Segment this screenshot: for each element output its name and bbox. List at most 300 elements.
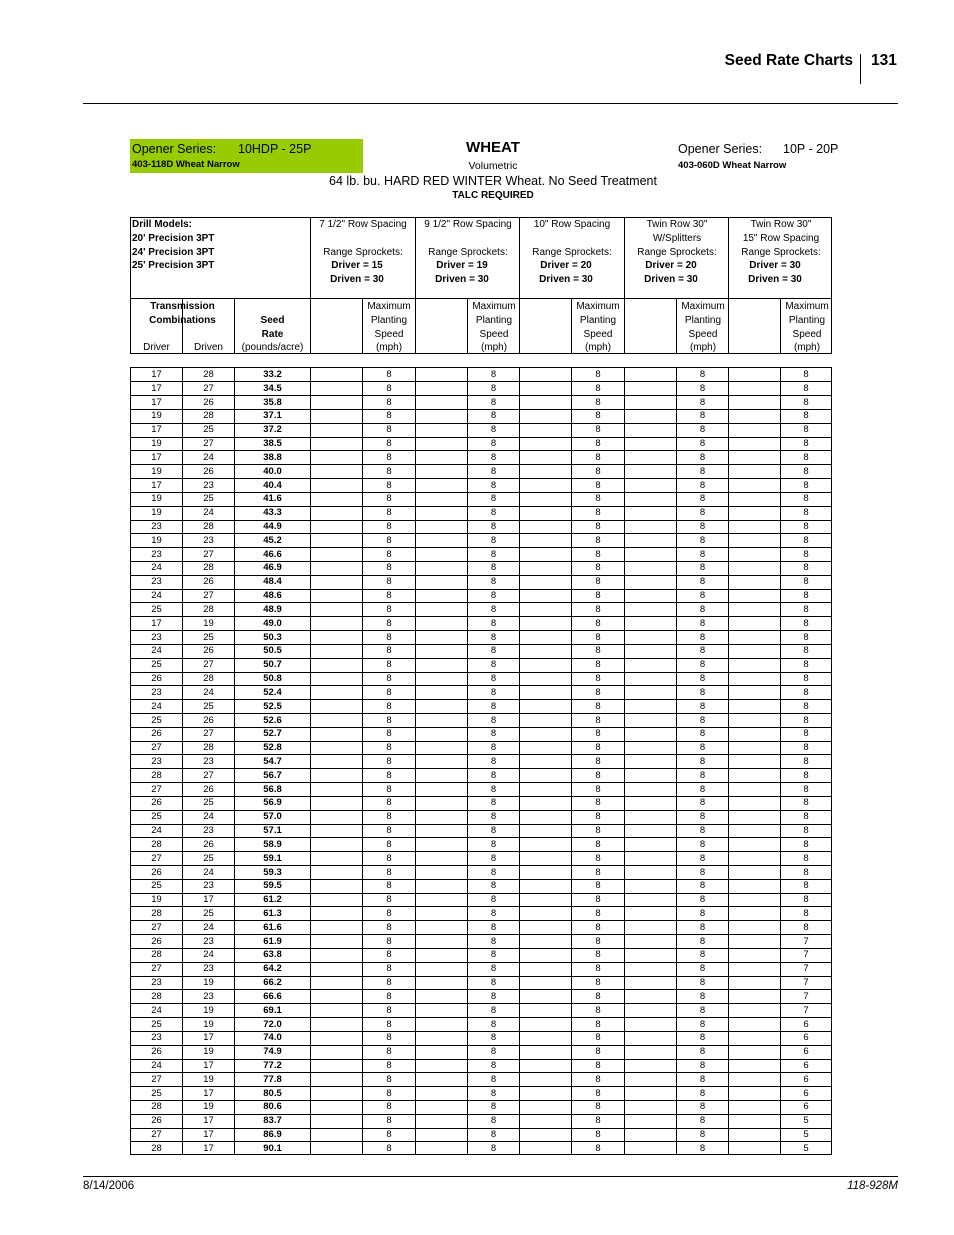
speed-cell: 8	[595, 728, 601, 740]
seed-rate-cell: 48.6	[263, 590, 282, 602]
table-row	[131, 700, 831, 714]
speed-cell: 6	[803, 1032, 809, 1044]
driver-cell: 23	[151, 521, 162, 533]
speed-cell: 8	[490, 507, 497, 519]
speed-cell: 8	[490, 1129, 497, 1141]
speed-cell: 8	[490, 921, 497, 933]
combinations-header: Combinations	[149, 315, 216, 326]
speed-cell: 8	[490, 451, 497, 463]
speed-cell: 8	[386, 1060, 392, 1071]
seed-rate-cell: 66.6	[263, 990, 282, 1002]
seed-rate-cell: 46.6	[263, 548, 282, 560]
header-rule	[83, 103, 898, 104]
speed-cell: 8	[595, 493, 601, 505]
speed-cell: 8	[490, 562, 497, 574]
seed-rate-cell: 61.6	[263, 921, 282, 933]
driven-cell: 23	[203, 935, 214, 947]
speed-cell: 8	[803, 907, 809, 919]
opener-part: 403-060D Wheat Narrow	[678, 160, 787, 171]
seed-rate-cell: 35.8	[263, 396, 282, 408]
speed-cell: 8	[595, 1115, 601, 1127]
speed-cell: 8	[490, 949, 497, 961]
driver-cell: 25	[151, 1087, 162, 1099]
driver-cell: 23	[151, 1032, 162, 1044]
speed-cell: 8	[595, 1087, 601, 1099]
speed-cell: 8	[595, 935, 601, 947]
driver-cell: 17	[151, 424, 162, 436]
speed-cell: 8	[386, 673, 392, 685]
speed-cell: 8	[386, 894, 392, 906]
seed-rate-cell: 54.7	[263, 755, 282, 767]
speed-cell: 8	[595, 797, 601, 809]
speed-cell: 8	[595, 534, 601, 546]
speed-cell: 8	[490, 493, 497, 505]
max-speed-header: (mph)	[480, 342, 508, 354]
speed-cell: 8	[386, 451, 392, 463]
speed-cell: 8	[699, 1046, 706, 1058]
driver-cell: 28	[151, 769, 162, 781]
speed-cell: 8	[490, 369, 497, 380]
driver-cell: 24	[151, 1060, 162, 1071]
driven-cell: 17	[203, 1087, 214, 1099]
seed-rate-cell: 63.8	[263, 949, 282, 961]
driver-cell: 27	[151, 742, 162, 754]
max-speed-header: Planting	[370, 314, 408, 326]
driven-cell: 28	[203, 369, 214, 380]
driver-cell: 25	[151, 714, 162, 726]
driven-cell: 23	[203, 880, 214, 892]
table-row	[131, 548, 831, 562]
driver-cell: 25	[151, 603, 162, 615]
max-speed-header: Speed	[583, 328, 613, 340]
driven-cell: 25	[203, 424, 214, 436]
speed-cell: 8	[699, 659, 706, 671]
speed-cell: 8	[699, 521, 706, 533]
driver-cell: 19	[151, 507, 162, 519]
driven-header: Driven	[194, 342, 223, 353]
range-sprockets-label: Range Sprockets:	[428, 246, 508, 258]
spacing-subheader: W/Splitters	[652, 232, 702, 244]
seed-rate-cell: 56.9	[263, 797, 282, 809]
speed-cell: 8	[386, 728, 392, 740]
speed-cell: 8	[386, 866, 392, 878]
table-row	[131, 686, 831, 700]
seed-rate-cell: 52.7	[263, 728, 282, 740]
speed-cell: 8	[699, 949, 706, 961]
driver-cell: 27	[151, 921, 162, 933]
table-row	[131, 575, 831, 589]
driver-header: Driver	[143, 342, 170, 353]
speed-cell: 8	[699, 410, 706, 422]
seed-rate-cell: 52.4	[263, 686, 282, 698]
seed-rate-cell: 69.1	[263, 1004, 282, 1016]
speed-cell: 8	[386, 617, 392, 629]
driven-cell: 28	[203, 603, 214, 615]
speed-cell: 8	[386, 534, 392, 546]
driver-cell: 17	[151, 479, 162, 491]
speed-cell: 8	[490, 714, 497, 726]
speed-cell: 6	[803, 1018, 809, 1030]
speed-cell: 8	[386, 410, 392, 422]
speed-cell: 8	[490, 590, 497, 602]
speed-cell: 8	[386, 369, 392, 380]
driven-cell: 26	[203, 396, 214, 408]
speed-cell: 8	[595, 1073, 601, 1085]
driven-cell: 27	[203, 728, 214, 740]
driver-cell: 19	[151, 894, 162, 906]
table-row	[131, 1142, 831, 1156]
opener-value: 10HDP - 25P	[238, 142, 312, 156]
driver-cell: 27	[151, 1073, 162, 1085]
table-row	[131, 866, 831, 880]
speed-cell: 8	[595, 1060, 601, 1071]
speed-cell: 8	[490, 1073, 497, 1085]
driver-cell: 24	[151, 1004, 162, 1016]
driven-cell: 23	[203, 825, 214, 837]
driven-cell: 23	[203, 963, 214, 975]
driver-cell: 27	[151, 852, 162, 864]
speed-cell: 8	[595, 949, 601, 961]
speed-cell: 8	[595, 424, 601, 436]
seed-rate-cell: 58.9	[263, 838, 282, 850]
speed-cell: 8	[699, 534, 706, 546]
speed-cell: 8	[699, 852, 706, 864]
opener-series-right	[678, 142, 878, 171]
metering-method: Volumetric	[468, 160, 518, 172]
driven-cell: 27	[203, 438, 214, 450]
table-row	[131, 672, 831, 686]
speed-cell: 8	[386, 700, 392, 712]
speed-cell: 8	[490, 1115, 497, 1127]
speed-cell: 8	[386, 769, 392, 781]
speed-cell: 8	[386, 686, 392, 698]
driver-cell: 23	[151, 755, 162, 767]
driven-cell: 26	[203, 465, 214, 477]
seed-rate-cell: 52.6	[263, 714, 282, 726]
speed-cell: 8	[595, 479, 601, 491]
seed-rate-table	[130, 367, 832, 1155]
speed-cell: 8	[386, 562, 392, 574]
seed-rate-cell: 56.7	[263, 769, 282, 781]
table-row	[131, 1045, 831, 1059]
speed-cell: 8	[595, 742, 601, 754]
range-sprockets-label: Range Sprockets:	[532, 246, 612, 258]
seed-rate-cell: 80.6	[263, 1101, 282, 1113]
seed-rate-cell: 41.6	[263, 493, 282, 505]
speed-cell: 8	[386, 493, 392, 505]
seed-rate-cell: 90.1	[263, 1142, 282, 1154]
driven-cell: 26	[203, 783, 214, 795]
driven-cell: 24	[203, 811, 214, 823]
speed-cell: 8	[595, 465, 601, 477]
speed-cell: 8	[490, 825, 497, 837]
driven-cell: 26	[203, 714, 214, 726]
speed-cell: 8	[699, 797, 706, 809]
speed-cell: 8	[386, 576, 392, 588]
drill-model: 25' Precision 3PT	[132, 260, 215, 272]
driver-cell: 17	[151, 617, 162, 629]
driver-cell: 26	[151, 728, 162, 740]
opener-value: 10P - 20P	[783, 142, 839, 156]
speed-cell: 8	[699, 990, 706, 1002]
seed-rate-cell: 43.3	[263, 507, 282, 519]
speed-cell: 8	[803, 576, 809, 588]
speed-cell: 8	[386, 424, 392, 436]
speed-cell: 8	[803, 548, 809, 560]
driver-cell: 25	[151, 811, 162, 823]
speed-cell: 8	[595, 451, 601, 463]
speed-cell: 8	[490, 1087, 497, 1099]
seed-rate-cell: 48.9	[263, 603, 282, 615]
speed-cell: 8	[490, 410, 497, 422]
seed-rate-cell: 50.3	[263, 631, 282, 643]
driven-cell: 27	[203, 769, 214, 781]
speed-cell: 8	[490, 838, 497, 850]
speed-cell: 8	[386, 755, 392, 767]
speed-cell: 8	[803, 451, 809, 463]
driver-cell: 19	[151, 465, 162, 477]
speed-cell: 8	[595, 1032, 601, 1044]
speed-cell: 8	[595, 921, 601, 933]
speed-cell: 8	[803, 493, 809, 505]
speed-cell: 8	[803, 603, 809, 615]
driver-cell: 19	[151, 438, 162, 450]
speed-cell: 8	[699, 866, 706, 878]
driver-cell: 27	[151, 1129, 162, 1141]
speed-cell: 7	[803, 935, 809, 947]
seed-rate-cell: 56.8	[263, 783, 282, 795]
speed-cell: 8	[699, 465, 706, 477]
speed-cell: 8	[490, 769, 497, 781]
driven-cell: 24	[203, 451, 214, 463]
driven-cell: 28	[203, 742, 214, 754]
speed-cell: 8	[595, 990, 601, 1002]
speed-cell: 8	[490, 1032, 497, 1044]
speed-cell: 8	[386, 949, 392, 961]
seed-rate-cell: 57.1	[263, 825, 282, 837]
speed-cell: 8	[699, 977, 706, 989]
drill-models-label: Drill Models:	[132, 219, 193, 230]
table-row	[131, 1114, 831, 1128]
driver-cell: 24	[151, 590, 162, 602]
driven-cell: 25	[203, 493, 214, 505]
max-speed-header: Planting	[684, 314, 722, 326]
range-sprockets-label: Range Sprockets:	[323, 246, 403, 258]
speed-cell: 8	[490, 894, 497, 906]
table-row	[131, 948, 831, 962]
seed-rate-header: Rate	[261, 329, 284, 340]
speed-cell: 8	[803, 811, 809, 823]
speed-cell: 8	[595, 521, 601, 533]
driver-cell: 24	[151, 562, 162, 574]
driver-cell: 25	[151, 880, 162, 892]
driven-cell: 28	[203, 562, 214, 574]
speed-cell: 8	[699, 1004, 706, 1016]
speed-cell: 8	[386, 548, 392, 560]
max-speed-header: (mph)	[584, 342, 612, 354]
max-speed-header: Speed	[479, 328, 509, 340]
speed-cell: 7	[803, 949, 809, 961]
range-driver: Driver = 20	[540, 260, 592, 272]
table-row	[131, 921, 831, 935]
footer-rule	[83, 1176, 898, 1177]
speed-cell: 8	[490, 534, 497, 546]
speed-cell: 8	[699, 907, 706, 919]
speed-cell: 8	[386, 1018, 392, 1030]
speed-cell: 8	[386, 631, 392, 643]
driven-cell: 17	[203, 1142, 214, 1154]
table-row	[131, 561, 831, 575]
range-driven: Driven = 30	[644, 274, 698, 286]
driver-cell: 19	[151, 410, 162, 422]
driven-cell: 17	[203, 1032, 214, 1044]
speed-cell: 8	[699, 590, 706, 602]
speed-cell: 8	[595, 1129, 601, 1141]
chart-header-table	[130, 217, 832, 354]
seed-rate-cell: 61.3	[263, 907, 282, 919]
speed-cell: 8	[803, 396, 809, 408]
speed-cell: 8	[386, 1004, 392, 1016]
crop-title: WHEAT	[466, 139, 520, 156]
page-number: 131	[871, 52, 897, 69]
speed-cell: 8	[803, 852, 809, 864]
speed-cell: 8	[595, 755, 601, 767]
speed-cell: 8	[699, 493, 706, 505]
opener-label: Opener Series:	[678, 142, 763, 156]
speed-cell: 8	[386, 1032, 392, 1044]
max-speed-header: Maximum	[681, 301, 725, 312]
speed-cell: 8	[699, 1087, 706, 1099]
speed-cell: 8	[490, 548, 497, 560]
speed-cell: 8	[595, 1142, 601, 1154]
speed-cell: 6	[803, 1060, 809, 1071]
speed-cell: 8	[803, 700, 809, 712]
speed-cell: 8	[595, 382, 601, 394]
speed-cell: 5	[803, 1142, 809, 1154]
speed-cell: 8	[699, 935, 706, 947]
speed-cell: 8	[699, 921, 706, 933]
speed-cell: 8	[699, 382, 706, 394]
table-row	[131, 935, 831, 949]
driven-cell: 17	[203, 1129, 214, 1141]
range-driven: Driven = 30	[330, 274, 384, 286]
speed-cell: 8	[699, 673, 706, 685]
speed-cell: 8	[490, 866, 497, 878]
opener-series-left	[130, 139, 363, 173]
speed-cell: 8	[386, 1101, 392, 1113]
table-row	[131, 1128, 831, 1142]
table-row	[131, 479, 831, 493]
table-row	[131, 368, 831, 382]
speed-cell: 8	[490, 1046, 497, 1058]
driver-cell: 24	[151, 645, 162, 657]
speed-cell: 7	[803, 1004, 809, 1016]
seed-rate-cell: 37.1	[263, 410, 282, 422]
driver-cell: 23	[151, 686, 162, 698]
speed-cell: 8	[595, 866, 601, 878]
max-speed-header: Speed	[688, 328, 718, 340]
driver-cell: 25	[151, 1018, 162, 1030]
speed-cell: 8	[595, 1101, 601, 1113]
range-sprockets-label: Range Sprockets:	[637, 246, 717, 258]
speed-cell: 8	[490, 465, 497, 477]
speed-cell: 8	[699, 424, 706, 436]
speed-cell: 8	[803, 769, 809, 781]
spacing-header: 7 1/2" Row Spacing	[319, 219, 407, 230]
table-row	[131, 783, 831, 797]
speed-cell: 8	[490, 935, 497, 947]
table-row	[131, 796, 831, 810]
drill-model: 24' Precision 3PT	[132, 246, 215, 258]
spacing-header: 9 1/2" Row Spacing	[424, 219, 512, 230]
speed-cell: 8	[803, 410, 809, 422]
speed-cell: 8	[595, 410, 601, 422]
speed-cell: 8	[699, 631, 706, 643]
speed-cell: 8	[803, 424, 809, 436]
speed-cell: 8	[595, 1046, 601, 1058]
driver-cell: 17	[151, 369, 162, 380]
speed-cell: 8	[595, 825, 601, 837]
speed-cell: 8	[699, 548, 706, 560]
table-row	[131, 520, 831, 534]
seed-rate-cell: 50.5	[263, 645, 282, 657]
max-speed-header: Planting	[788, 314, 826, 326]
speed-cell: 8	[699, 576, 706, 588]
max-speed-header: (mph)	[689, 342, 717, 354]
driven-cell: 19	[203, 1046, 214, 1058]
speed-cell: 8	[699, 603, 706, 615]
seed-rate-cell: 38.5	[263, 438, 282, 450]
table-row	[131, 1087, 831, 1101]
speed-cell: 8	[386, 465, 392, 477]
speed-cell: 8	[490, 1018, 497, 1030]
speed-cell: 8	[699, 811, 706, 823]
speed-cell: 8	[386, 811, 392, 823]
opener-label: Opener Series:	[132, 142, 217, 156]
driver-cell: 24	[151, 825, 162, 837]
speed-cell: 8	[803, 866, 809, 878]
seed-rate-unit: (pounds/acre)	[241, 342, 304, 353]
table-row	[131, 714, 831, 728]
speed-cell: 8	[699, 1018, 706, 1030]
table-row	[131, 990, 831, 1004]
speed-cell: 8	[803, 631, 809, 643]
speed-cell: 8	[803, 659, 809, 671]
speed-cell: 8	[803, 438, 809, 450]
max-speed-header: Maximum	[576, 301, 620, 312]
driver-cell: 23	[151, 977, 162, 989]
table-row	[131, 589, 831, 603]
speed-cell: 8	[595, 686, 601, 698]
speed-cell: 8	[595, 714, 601, 726]
driver-cell: 28	[151, 1142, 162, 1154]
table-row	[131, 1100, 831, 1114]
speed-cell: 8	[595, 769, 601, 781]
speed-cell: 8	[803, 369, 809, 380]
speed-cell: 8	[595, 369, 601, 380]
driven-cell: 25	[203, 852, 214, 864]
table-row	[131, 644, 831, 658]
driver-cell: 26	[151, 1046, 162, 1058]
max-speed-header: Maximum	[472, 301, 516, 312]
table-row	[131, 1004, 831, 1018]
table-row	[131, 755, 831, 769]
speed-cell: 8	[699, 479, 706, 491]
seed-rate-cell: 83.7	[263, 1115, 282, 1127]
speed-cell: 8	[803, 714, 809, 726]
speed-cell: 8	[490, 631, 497, 643]
speed-cell: 8	[386, 990, 392, 1002]
